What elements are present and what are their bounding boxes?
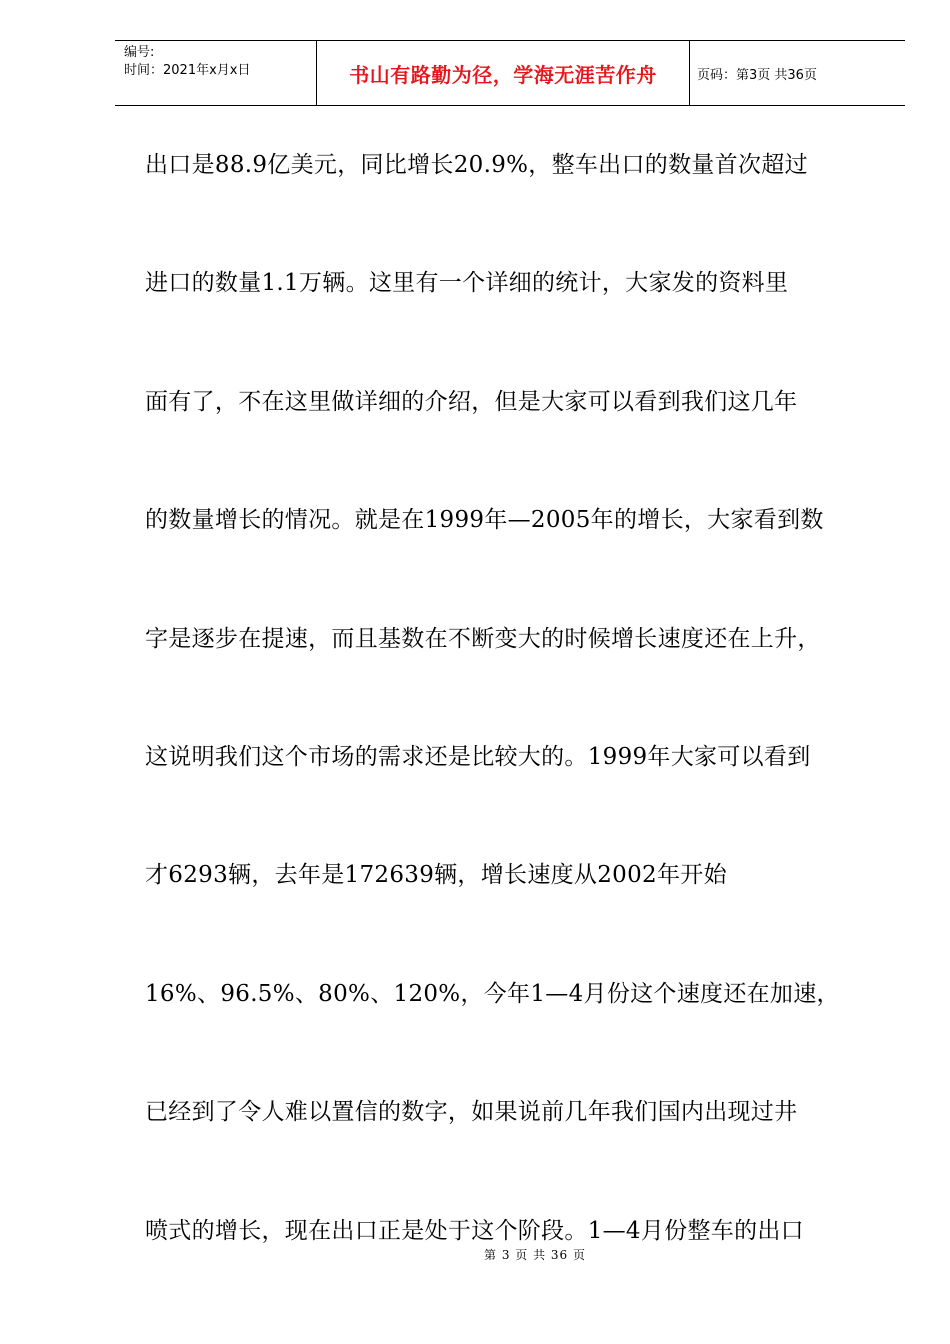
text-line: 喷式的增长，现在出口正是处于这个阶段。1—4月份整车的出口 — [145, 1217, 804, 1244]
header-motto-cell — [317, 41, 690, 105]
text-line: 16%、96.5%、80%、120%，今年1—4月份这个速度还在加速， — [145, 980, 840, 1007]
page-footer: 第 3 页 共 36 页 — [484, 1248, 586, 1262]
text-line: 出口是88.9亿美元，同比增长20.9%，整车出口的数量首次超过 — [145, 152, 808, 178]
header-page-info: 页码：第3页 共36页 — [697, 67, 817, 83]
text-line: 的数量增长的情况。就是在1999年—2005年的增长，大家看到数 — [145, 507, 824, 534]
body-text — [145, 140, 885, 1324]
text-line: 进口的数量1.1万辆。这里有一个详细的统计，大家发的资料里 — [145, 270, 789, 297]
text-line: 已经到了令人难以置信的数字，如果说前几年我们国内出现过井 — [145, 1099, 798, 1126]
text-line: 面有了，不在这里做详细的介绍，但是大家可以看到我们这几年 — [145, 388, 798, 415]
text-line: 字是逐步在提速，而且基数在不断变大的时候增长速度还在上升， — [145, 625, 821, 652]
serial-number-label: 编号: — [124, 45, 155, 60]
page-header — [115, 40, 905, 106]
header-page-info-cell — [690, 41, 905, 105]
text-line: 才6293辆，去年是172639辆，增长速度从2002年开始 — [145, 862, 727, 889]
date-label: 时间：2021年x月x日 — [124, 63, 251, 78]
header-motto: 书山有路勤为径，学海无涯苦作舟 — [349, 62, 657, 87]
text-line: 这说明我们这个市场的需求还是比较大的。1999年大家可以看到 — [145, 743, 811, 770]
header-meta — [115, 41, 317, 105]
